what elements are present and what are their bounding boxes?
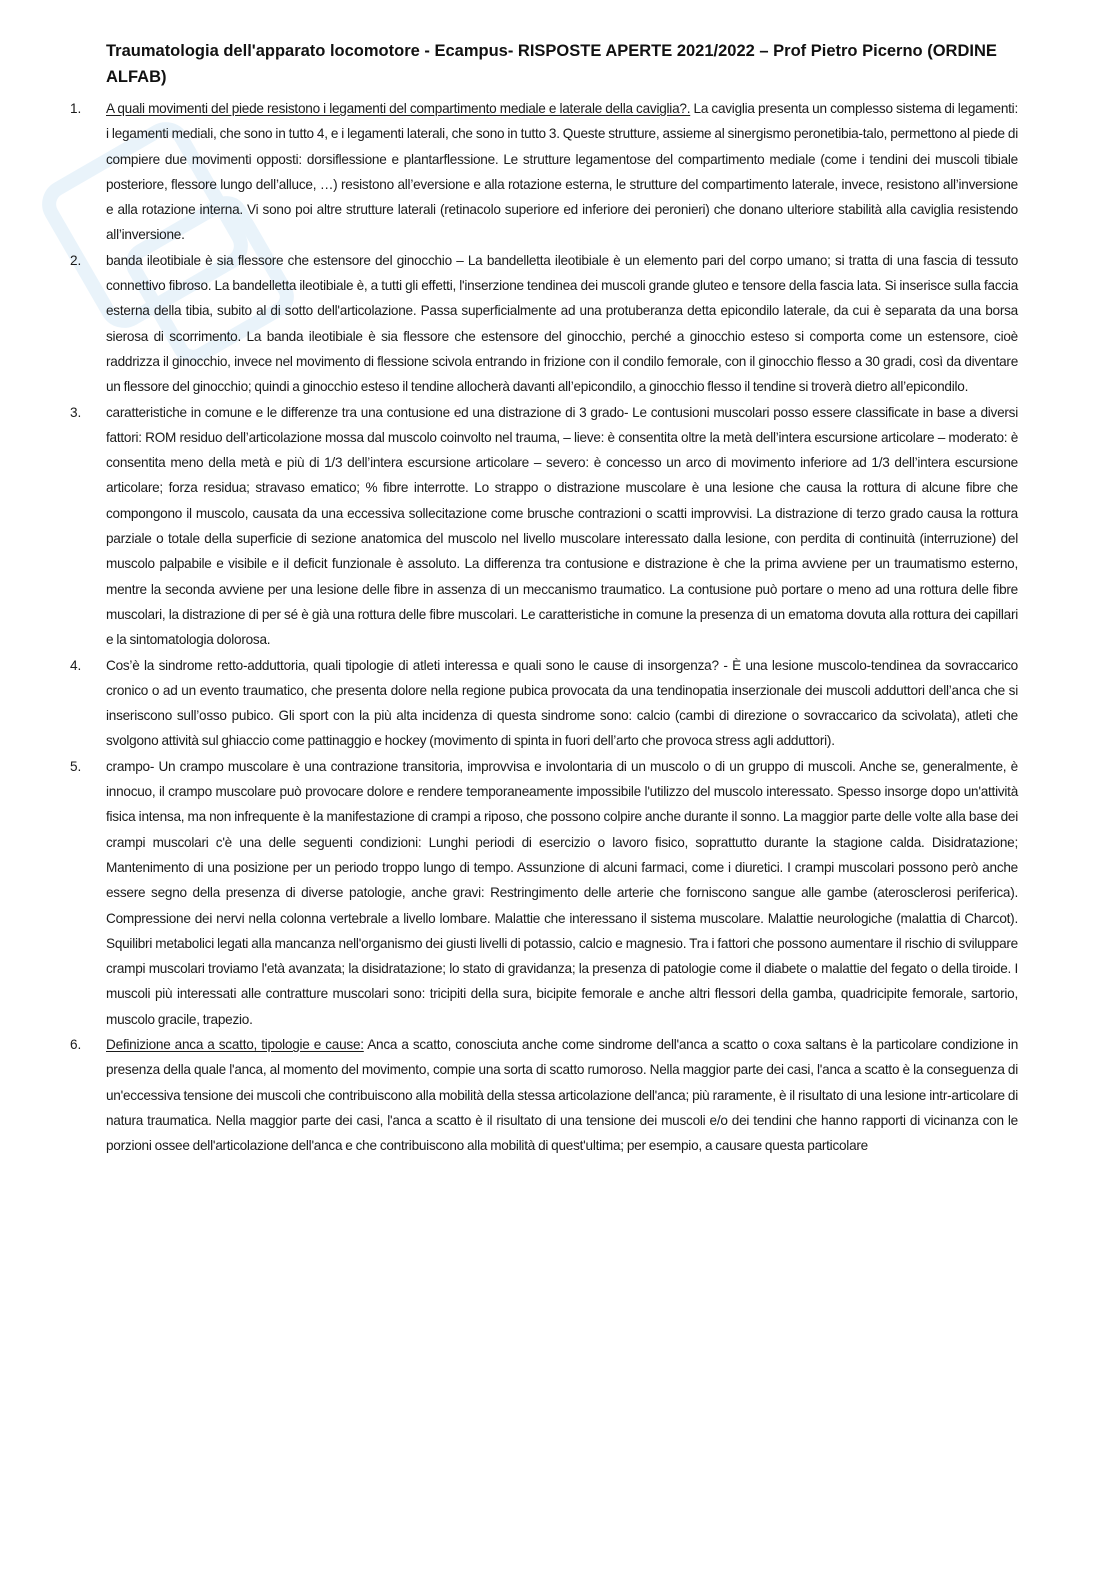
item-question: crampo — [106, 758, 150, 774]
document-title: Traumatologia dell'apparato locomotore - Ecampus- RISPOSTE APERTE 2021/2022 – Prof Pietro Picerno (ORDINE ALFAB) — [106, 42, 997, 86]
document-page — [70, 38, 1019, 1158]
item-answer: La caviglia presenta un complesso sistema di legamenti: i legamenti mediali, che sono in tutto 4, e i legamenti laterali, che sono in tutto 3. Queste strutture, assieme al sinergismo peronetibia-talo, permettono al piede di compiere due movimenti opposti: dorsiflessione e plantarflessione. Le strutture legamentose del compartimento mediale (come i tendini dei muscoli tibiale posteriore, flessore lungo dell’alluce, …) resistono all’eversione e alla rotazione esterna, le strutture del compartimento laterale, invece, resistono all’inversione e alla rotazione interna. Vi sono poi altre strutture laterali (retinacolo superiore ed inferiore dei peronieri) che donano ulteriore stabilità alla caviglia resistendo all’inversione. — [106, 101, 1018, 243]
list-item — [70, 96, 1018, 248]
item-question: Definizione anca a scatto, tipologie e cause: — [106, 1036, 364, 1052]
item-answer: - Un crampo muscolare è una contrazione transitoria, improvvisa e involontaria di un muscolo o di un gruppo di muscoli. Anche se, generalmente, è innocuo, il crampo muscolare può provocare dolore e rendere temporaneamente impossibile l'utilizzo del muscolo interessato. Spesso insorge dopo un'attività fisica intensa, ma non infrequente è la manifestazione di crampi a riposo, che possono colpire anche durante il sonno. La maggior parte delle volte alla base dei crampi muscolari c'è una delle seguenti condizioni: Lunghi periodi di esercizio o lavoro fisico, soprattutto durante la stagione calda. Disidratazione; Mantenimento di una posizione per un periodo troppo lungo di tempo. Assunzione di alcuni farmaci, come i diuretici. I crampi muscolari possono però anche essere segno della presenza di diverse patologie, anche gravi: Restringimento delle arterie che forniscono sangue alle gambe (aterosclerosi periferica). Compressione dei nervi nella colonna vertebrale a livello lombare. Malattie che interessano il sistema muscolare. Malattie neurologiche (malattia di Charcot). Squilibri metabolici legati alla mancanza nell'organismo dei giusti livelli di potassio, calcio e magnesio. Tra i fattori che possono aumentare il rischio di sviluppare crampi muscolari troviamo l'età avanzata; la disidratazione; lo stato di gravidanza; la presenza di patologie come il diabete o malattie del fegato o della tiroide. I muscoli più interessati alle contratture muscolari sono: tricipiti della sura, bicipite femorale e anche altri flessori della gamba, quadricipite femorale, sartorio, muscolo gracile, trapezio. — [106, 758, 1018, 1027]
item-question: Cos’è la sindrome retto-adduttoria, quali tipologie di atleti interessa e quali sono le cause di insorgenza? — [106, 657, 719, 673]
item-question: banda ileotibiale è sia flessore che estensore del ginocchio — [106, 252, 452, 268]
item-question: caratteristiche in comune e le differenze tra una contusione ed una distrazione di 3 grado — [106, 404, 624, 420]
item-answer: Anca a scatto, conosciuta anche come sindrome dell'anca a scatto o coxa saltans è la particolare condizione in presenza della quale l'anca, al momento del movimento, compie una sorta di scatto rumoroso. Nella maggior parte dei casi, l'anca a scatto è la conseguenza di un'eccessiva tensione dei muscoli che contribuiscono alla mobilità della stessa articolazione dell'anca; più raramente, è il risultato di una lesione intr-articolare di natura traumatica. Nella maggior parte dei casi, l'anca a scatto è il risultato di una tensione dei muscoli e/o dei tendini che hanno rapporti di vicinanza con le porzioni ossee dell'articolazione dell'anca e che contribuiscono alla mobilità di quest'ultima; per esempio, a causare questa particolare — [106, 1036, 1019, 1154]
list-item — [70, 400, 1019, 653]
answer-list — [70, 96, 1019, 1158]
item-number: 6. — [70, 1036, 82, 1052]
item-number: 4. — [70, 657, 82, 673]
item-number: 5. — [70, 758, 82, 774]
item-number: 1. — [70, 101, 82, 116]
item-question: A quali movimenti del piede resistono i legamenti del compartimento mediale e laterale della caviglia?. — [106, 101, 691, 116]
item-answer: – La bandelletta ileotibiale è un elemento pari del corpo umano; si tratta di una fascia di tessuto connettivo fibroso. La bandelletta ileotibiale è, a tutti gli effetti, l'inserzione tendinea dei muscoli grande gluteo e tensore della fascia lata. Si inserisce sulla faccia esterna della tibia, subito al di sotto dell'articolazione. Passa superficialmente ad una protuberanza detta epicondilo laterale, da cui è separata da una borsa sierosa di scorrimento. La banda ileotibiale è sia flessore che estensore del ginocchio, perché a ginocchio esteso si comporta come un estensore, cioè raddrizza il ginocchio, invece nel movimento di flessione scivola entrando in frizione con il condilo femorale, con il ginocchio flesso a 30 gradi, così da diventare un flessore del ginocchio; quindi a ginocchio esteso il tendine allocherà davanti all’epicondilo, a ginocchio flesso il tendine si troverà dietro all’epicondilo. — [106, 252, 1019, 395]
list-item — [70, 1032, 1019, 1158]
item-number: 3. — [70, 404, 82, 420]
item-number: 2. — [70, 252, 82, 268]
item-answer: - È una lesione muscolo-tendinea da sovraccarico cronico o ad un evento traumatico, che presenta dolore nella regione pubica provocata da una tendinopatia inserzionale dei muscoli adduttori dell’anca che si inseriscono sull’osso pubico. Gli sport con la più alta incidenza di questa sindrome sono: calcio (cambi di direzione o sovraccarico da scivolata), atleti che svolgono attività sul ghiaccio come pattinaggio e hockey (movimento di spinta in fuori dell’arto che provoca stress agli adduttori). — [106, 657, 1018, 749]
list-item — [70, 653, 1018, 754]
item-answer: - Le contusioni muscolari posso essere classificate in base a diversi fattori: ROM residuo dell’articolazione mossa dal muscolo coinvolto nel trauma, – lieve: è consentita oltre la metà dell’intera escursione articolare – moderato: è consentita meno della metà e più di 1/3 dell’intera escursione articolare – severo: è concesso un arco di movimento inferiore ad 1/3 dell’intera escursione articolare; forza residua; stravaso ematico; % fibre interrotte. Lo strappo o distrazione muscolare è una lesione che causa la rottura di alcune fibre che compongono il muscolo, causata da una eccessiva sollecitazione come brusche contrazioni o scatti improvvisi. La distrazione di terzo grado causa la rottura parziale o totale della superficie di sezione anatomica del muscolo nel livello muscolare interessato dalla lesione, con perdita di continuità (interruzione) del muscolo palpabile e visibile e il deficit funzionale è assoluto. La differenza tra contusione e distrazione è che la prima avviene per un traumatismo esterno, mentre la seconda avviene per una lesione delle fibre in assenza di un meccanismo traumatico. La contusione può portare o meno ad una rottura delle fibre muscolari, la distrazione di per sé è già una rottura delle fibre muscolari. Le caratteristiche in comune la presenza di un ematoma dovuta alla rottura dei capillari e la sintomatologia dolorosa. — [106, 404, 1019, 648]
list-item — [70, 754, 1018, 1032]
list-item — [70, 248, 1019, 400]
